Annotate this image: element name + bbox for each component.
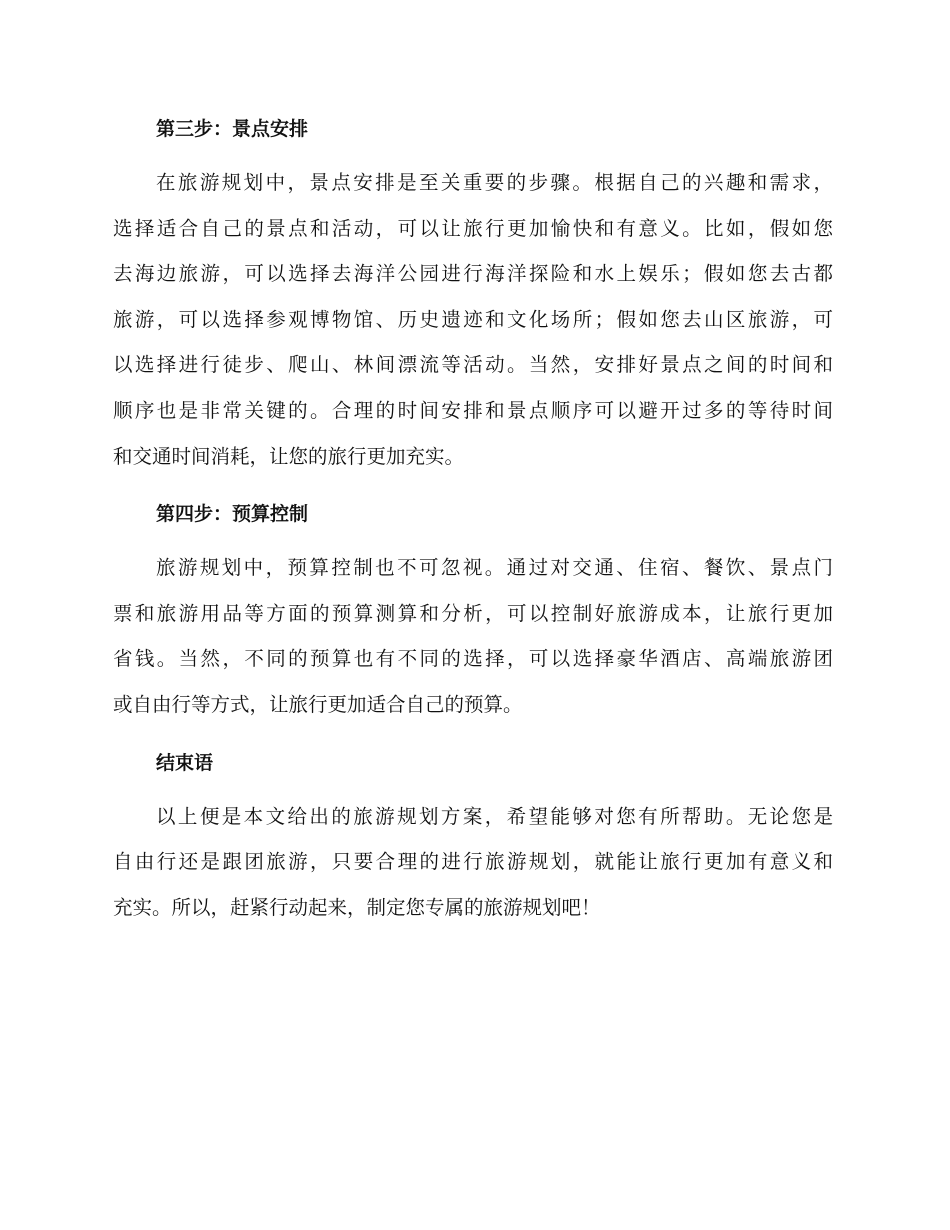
spacer (113, 786, 833, 794)
paragraph-line: 旅游规划中，预算控制也不可忽视。通过对交通、住宿、餐饮、景点门 (156, 556, 833, 580)
section-heading-budget: 第四步：预算控制 (156, 503, 309, 526)
paragraph-line: 或自由行等方式，让旅行更加适合自己的预算。 (113, 692, 523, 716)
paragraph-budget (113, 545, 833, 727)
spacer (113, 728, 833, 740)
section-heading-attractions: 第三步：景点安排 (156, 118, 309, 140)
paragraph-attractions (113, 160, 833, 479)
document-body (113, 106, 833, 930)
paragraph-line: 顺序也是非常关键的。合理的时间安排和景点顺序可以避开过多的等待时间 (113, 398, 833, 422)
paragraph-conclusion (113, 794, 833, 931)
paragraph-line: 省钱。当然，不同的预算也有不同的选择，可以选择豪华酒店、高端旅游团 (113, 647, 833, 671)
paragraph-line: 选择适合自己的景点和活动，可以让旅行更加愉快和有意义。比如，假如您 (113, 216, 833, 240)
paragraph-line: 以选择进行徒步、爬山、林间漂流等活动。当然，安排好景点之间的时间和 (113, 353, 833, 377)
paragraph-line: 票和旅游用品等方面的预算测算和分析，可以控制好旅游成本，让旅行更加 (113, 601, 833, 625)
paragraph-line: 旅游，可以选择参观博物馆、历史遗迹和文化场所；假如您去山区旅游，可 (113, 307, 833, 331)
paragraph-line: 去海边旅游，可以选择去海洋公园进行海洋探险和水上娱乐；假如您去古都 (113, 262, 833, 286)
spacer (113, 152, 833, 160)
paragraph-line: 自由行还是跟团旅游，只要合理的进行旅游规划，就能让旅行更加有意义和 (113, 850, 833, 874)
paragraph-line: 以上便是本文给出的旅游规划方案，希望能够对您有所帮助。无论您是 (156, 804, 833, 828)
paragraph-line: 充实。所以，赶紧行动起来，制定您专属的旅游规划吧！ (113, 895, 601, 919)
paragraph-line: 和交通时间消耗，让您的旅行更加充实。 (113, 444, 465, 468)
paragraph-line: 在旅游规划中，景点安排是至关重要的步骤。根据自己的兴趣和需求， (156, 171, 833, 194)
spacer (113, 537, 833, 545)
section-heading-conclusion: 结束语 (156, 751, 214, 774)
spacer (113, 479, 833, 491)
